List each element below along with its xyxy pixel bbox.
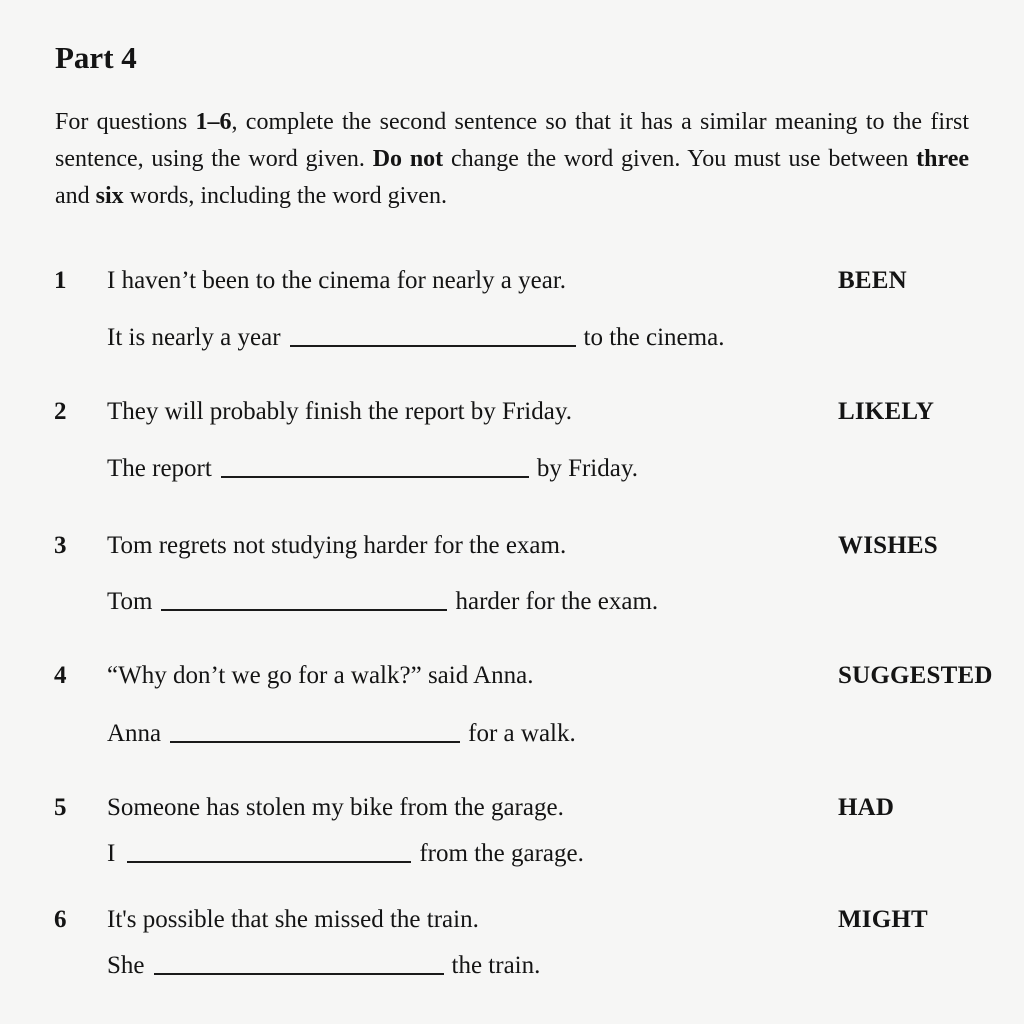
instructions-text: For questions: [55, 109, 196, 135]
question-second-sentence: [107, 721, 576, 746]
part-title: Part 4: [55, 40, 137, 75]
question-first-sentence: I haven’t been to the cinema for nearly a year.: [107, 267, 567, 294]
answer-blank[interactable]: [154, 973, 444, 975]
question-first-sentence: It's possible that she missed the train.: [107, 906, 479, 933]
question-key-word: LIKELY: [838, 398, 935, 425]
question-number: 3: [54, 532, 67, 559]
question-first-sentence: “Why don’t we go for a walk?” said Anna.: [107, 662, 534, 689]
answer-blank[interactable]: [290, 345, 576, 347]
second-sentence-end: to the cinema.: [583, 324, 725, 351]
second-sentence-end: harder for the exam.: [455, 588, 659, 615]
question-key-word: MIGHT: [838, 906, 928, 933]
question-key-word: SUGGESTED: [838, 662, 993, 689]
question-second-sentence: [107, 589, 658, 614]
question-number: 1: [54, 267, 67, 294]
second-sentence-start: Tom: [107, 588, 153, 615]
instructions-text: change the word given. You must use between: [443, 146, 917, 172]
question-first-sentence: Tom regrets not studying harder for the exam.: [107, 532, 567, 559]
answer-blank[interactable]: [161, 609, 447, 611]
question-number: 5: [54, 794, 67, 821]
second-sentence-end: from the garage.: [419, 840, 584, 867]
question-first-sentence: Someone has stolen my bike from the garage.: [107, 794, 564, 821]
instructions: [55, 104, 969, 215]
second-sentence-start: The report: [107, 455, 212, 482]
instructions-text: , complete the second sentence so that it has a similar meaning to the first sentence, using the word given.: [55, 109, 969, 172]
question-key-word: BEEN: [838, 267, 907, 294]
question-second-sentence: [107, 841, 584, 866]
question-number: 4: [54, 662, 67, 689]
instructions-six: six: [95, 183, 124, 209]
instructions-text: words, including the word given.: [123, 183, 447, 209]
answer-blank[interactable]: [127, 861, 411, 863]
question-number: 6: [54, 906, 67, 933]
question-first-sentence: They will probably finish the report by Friday.: [107, 398, 572, 425]
second-sentence-start: Anna: [107, 720, 162, 747]
question-second-sentence: [107, 325, 724, 350]
second-sentence-start: It is nearly a year: [107, 324, 281, 351]
question-second-sentence: [107, 953, 540, 978]
instructions-do-not: Do not: [372, 146, 444, 172]
second-sentence-end: the train.: [451, 952, 541, 979]
answer-blank[interactable]: [170, 741, 460, 743]
answer-blank[interactable]: [221, 476, 529, 478]
question-key-word: WISHES: [838, 532, 938, 559]
instructions-text: and: [55, 183, 96, 209]
second-sentence-end: for a walk.: [468, 720, 576, 747]
instructions-question-range: 1–6: [195, 109, 232, 135]
question-second-sentence: [107, 456, 638, 481]
question-key-word: HAD: [838, 794, 895, 821]
second-sentence-start: I: [107, 840, 116, 867]
second-sentence-start: She: [107, 952, 145, 979]
question-number: 2: [54, 398, 67, 425]
instructions-three: three: [916, 146, 970, 172]
second-sentence-end: by Friday.: [536, 455, 638, 482]
